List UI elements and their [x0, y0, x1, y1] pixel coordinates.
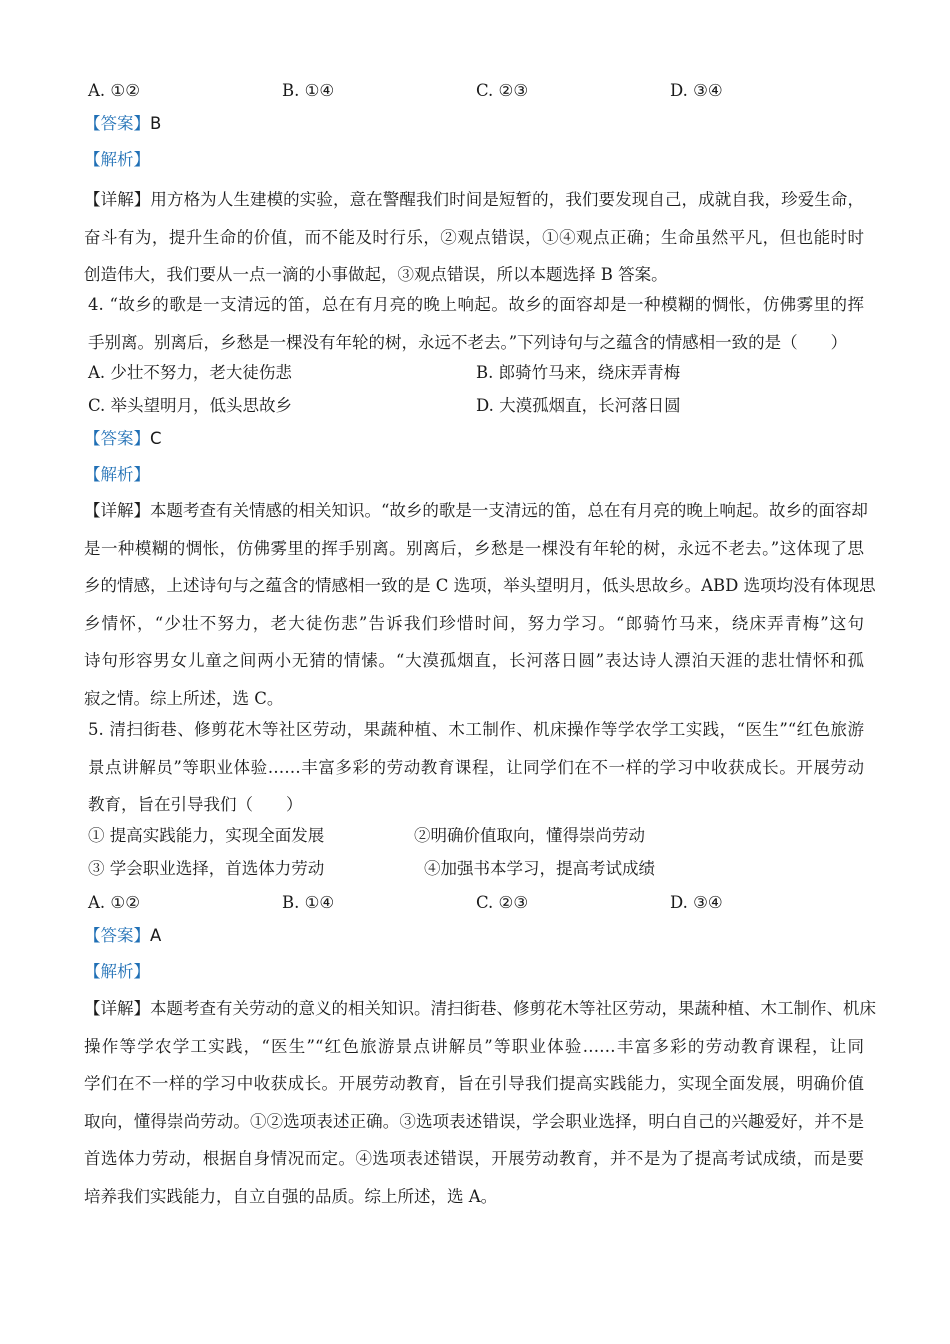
q5-detail-line: 【详解】本题考查有关劳动的意义的相关知识。清扫街巷、修剪花木等社区劳动，果蔬种植、木工制作、机床 — [84, 999, 876, 1018]
q4-detail-line: 乡情怀，“少壮不努力，老大徒伤悲”告诉我们珍惜时间，努力学习。“郎骑竹马来，绕床弄青梅”这句 — [84, 613, 864, 633]
q5-detail-line: 取向，懂得崇尚劳动。①②选项表述正确。③选项表述错误，学会职业选择，明白自己的兴趣爱好，并不是 — [84, 1111, 864, 1131]
q4-answer-value: C — [150, 429, 162, 448]
q5-detail-line: 培养我们实践能力，自立自强的品质。综上所述，选 A。 — [84, 1186, 498, 1206]
q4-detail — [84, 492, 876, 718]
q3-option-b: B. ①④ — [282, 81, 335, 100]
q4-option-d: D. 大漠孤烟直，长河落日圆 — [476, 396, 681, 415]
q5-option-c: C. ②③ — [476, 893, 529, 912]
q5-statement-1: ① 提高实践能力，实现全面发展 — [88, 826, 325, 845]
q4-detail-line: 寂之情。综上所述，选 C。 — [84, 688, 284, 708]
q3-detail-line: 创造伟大，我们要从一点一滴的小事做起，③观点错误，所以本题选择 B 答案。 — [84, 265, 668, 285]
q5-detail-line: 首选体力劳动，根据自身情况而定。④选项表述错误，开展劳动教育，并不是为了提高考试成绩，而是要 — [84, 1149, 864, 1169]
q5-answer — [84, 923, 161, 949]
q4-answer — [84, 426, 162, 452]
q4-stem-line: 4. “故乡的歌是一支清远的笛，总在有月亮的晚上响起。故乡的面容却是一种模糊的惆怅，仿佛雾里的挥 — [88, 295, 864, 314]
q4-analysis-label: 【解析】 — [84, 465, 150, 484]
q4-detail-line: 是一种模糊的惆怅，仿佛雾里的挥手别离。别离后，乡愁是一棵没有年轮的树，永远不老去。”这体现了思 — [84, 538, 864, 558]
q5-option-b: B. ①④ — [282, 893, 335, 912]
q3-detail-line: 奋斗有为，提升生命的价值，而不能及时行乐，②观点错误，①④观点正确；生命虽然平凡，但也能时时 — [84, 227, 864, 247]
q5-detail-line: 学们在不一样的学习中收获成长。开展劳动教育，旨在引导我们提高实践能力，实现全面发展，明确价值 — [84, 1074, 864, 1094]
q3-detail-line: 【详解】用方格为人生建模的实验，意在警醒我们时间是短暂的，我们要发现自己，成就自我，珍爱生命， — [84, 190, 864, 209]
q3-analysis-label: 【解析】 — [84, 150, 150, 169]
q5-option-a: A. ①② — [88, 893, 140, 912]
q5-stem-line: 景点讲解员”等职业体验……丰富多彩的劳动教育课程，让同学们在不一样的学习中收获成长。开展劳动 — [88, 757, 864, 777]
q5-analysis-label: 【解析】 — [84, 962, 150, 981]
q4-detail-line: 【详解】本题考查有关情感的相关知识。“故乡的歌是一支清远的笛，总在有月亮的晚上响起。故乡的面容却 — [84, 501, 868, 520]
q4-detail-line: 诗句形容男女儿童之间两小无猜的情愫。“大漠孤烟直，长河落日圆”表达诗人漂泊天涯的悲壮情怀和孤 — [84, 651, 864, 671]
q5-statement-3: ③ 学会职业选择，首选体力劳动 — [88, 859, 325, 878]
q4-option-a: A. 少壮不努力，老大徒伤悲 — [88, 363, 292, 382]
q3-option-d: D. ③④ — [670, 81, 723, 100]
q3-answer-value: B — [150, 114, 162, 133]
q5-detail-line: 操作等学农学工实践，“医生”“红色旅游景点讲解员”等职业体验……丰富多彩的劳动教育课程，让同 — [84, 1036, 864, 1056]
q5-stem-line: 5. 清扫街巷、修剪花木等社区劳动，果蔬种植、木工制作、机床操作等学农学工实践，“医生”“红色旅游 — [88, 720, 864, 739]
q5-detail — [84, 990, 876, 1216]
q5-stem-line: 教育，旨在引导我们（ ） — [88, 795, 303, 815]
q5-statement-4: ④加强书本学习，提高考试成绩 — [424, 859, 655, 878]
q4-stem-line: 手别离。别离后，乡愁是一棵没有年轮的树，永远不老去。”下列诗句与之蕴含的情感相一致的是（ ） — [88, 332, 848, 352]
q4-stem — [88, 286, 864, 361]
q4-option-c: C. 举头望明月，低头思故乡 — [88, 396, 293, 415]
q3-detail — [84, 181, 864, 294]
q5-answer-value: A — [150, 926, 162, 945]
q5-answer-label: 【答案】 — [84, 926, 150, 945]
q4-detail-line: 乡的情感，上述诗句与之蕴含的情感相一致的是 C 选项，举头望明月，低头思故乡。ABD 选项均没有体现思 — [84, 576, 876, 596]
q4-answer-label: 【答案】 — [84, 429, 150, 448]
q5-stem — [88, 711, 864, 824]
q3-answer-label: 【答案】 — [84, 114, 150, 133]
q3-answer — [84, 111, 161, 137]
q5-option-d: D. ③④ — [670, 893, 723, 912]
q3-option-a: A. ①② — [88, 81, 140, 100]
q5-statement-2: ②明确价值取向，懂得崇尚劳动 — [414, 826, 645, 845]
q4-option-b: B. 郎骑竹马来，绕床弄青梅 — [476, 363, 681, 382]
q3-option-c: C. ②③ — [476, 81, 529, 100]
